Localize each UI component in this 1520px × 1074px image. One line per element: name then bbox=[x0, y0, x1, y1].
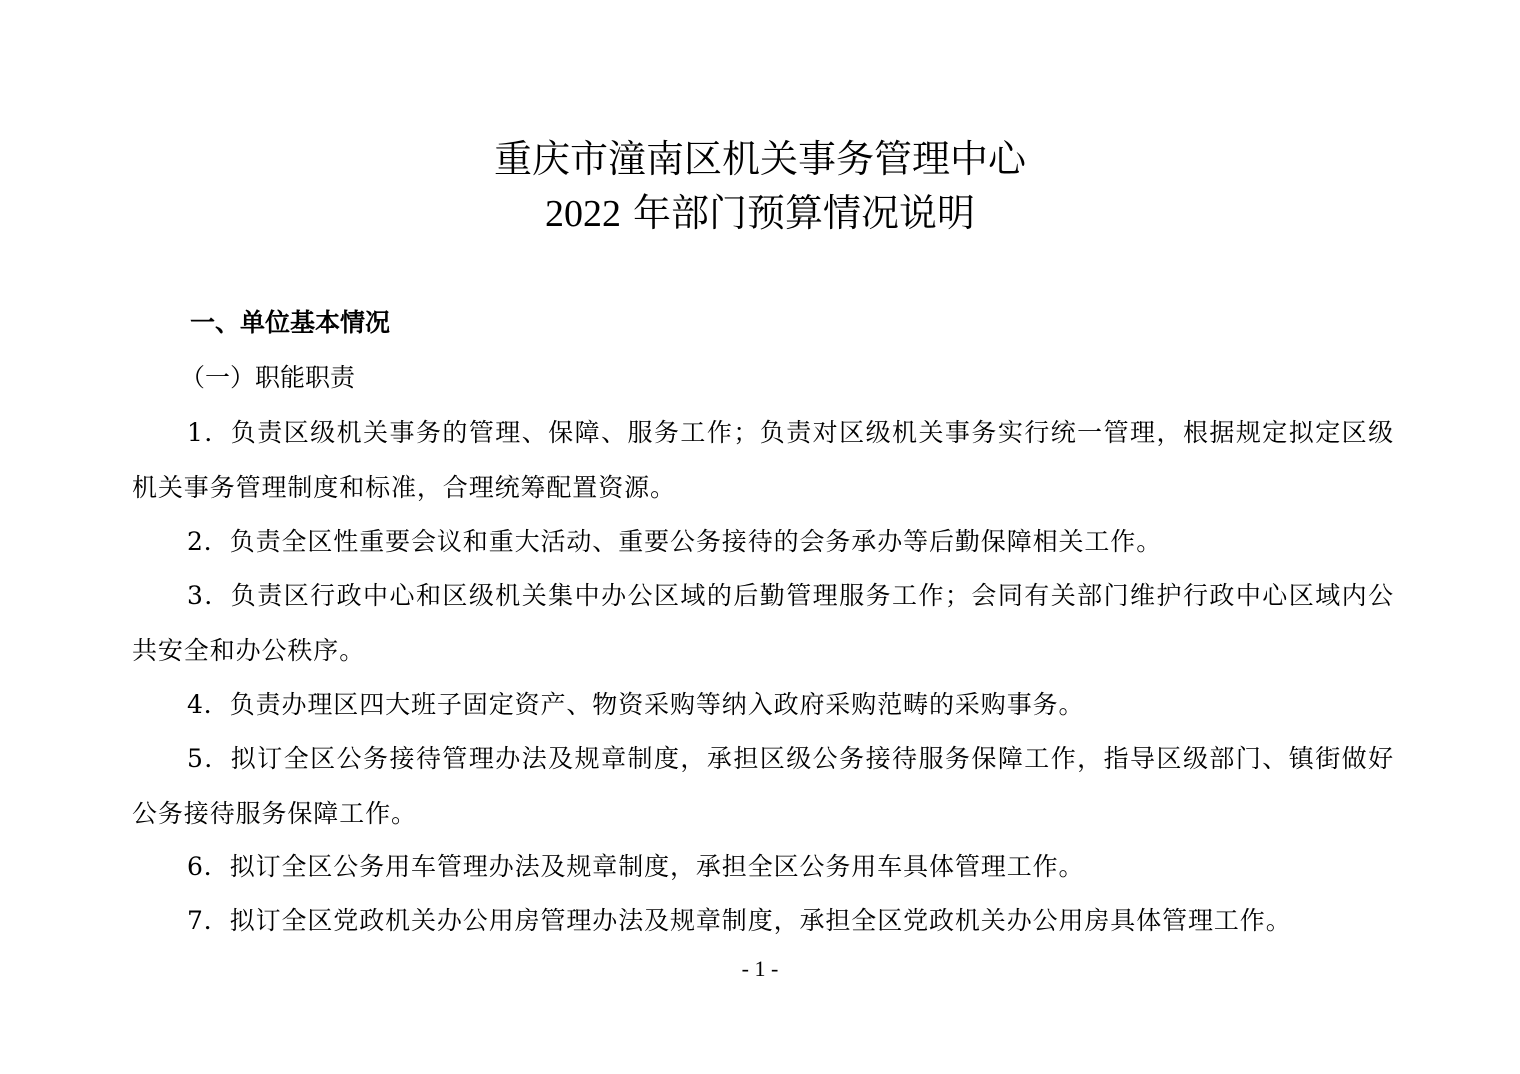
section-heading: 一、单位基本情况 bbox=[190, 308, 391, 337]
title-year: 2022 bbox=[544, 193, 621, 235]
duty-paragraph-3: 3．负责区行政中心和区级机关集中办公区域的后勤管理服务工作；会同有关部门维护行政中心区域内公共安全和办公秩序。 bbox=[132, 581, 1394, 665]
duty-paragraph-1: 1．负责区级机关事务的管理、保障、服务工作；负责对区级机关事务实行统一管理，根据规定拟定区级机关事务管理制度和标准，合理统筹配置资源。 bbox=[132, 418, 1394, 502]
duty-paragraph-6: 6．拟订全区公务用车管理办法及规章制度，承担全区公务用车具体管理工作。 bbox=[187, 852, 1085, 881]
title-subject: 年部门预算情况说明 bbox=[633, 191, 976, 235]
duty-paragraph-5: 5．拟订全区公务接待管理办法及规章制度，承担区级公务接待服务保障工作，指导区级部门、镇街做好公务接待服务保障工作。 bbox=[132, 744, 1394, 828]
duty-paragraph-4: 4．负责办理区四大班子固定资产、物资采购等纳入政府采购范畴的采购事务。 bbox=[187, 690, 1085, 719]
subsection-heading: （一）职能职责 bbox=[180, 363, 356, 392]
document-title-line1: 重庆市潼南区机关事务管理中心 bbox=[493, 137, 1026, 181]
duty-paragraph-7: 7．拟订全区党政机关办公用房管理办法及规章制度，承担全区党政机关办公用房具体管理工作。 bbox=[187, 906, 1292, 935]
duty-paragraph-2: 2．负责全区性重要会议和重大活动、重要公务接待的会务承办等后勤保障相关工作。 bbox=[187, 527, 1163, 556]
page-number: - 1 - bbox=[741, 956, 779, 981]
document-title-line2 bbox=[0, 190, 1520, 237]
